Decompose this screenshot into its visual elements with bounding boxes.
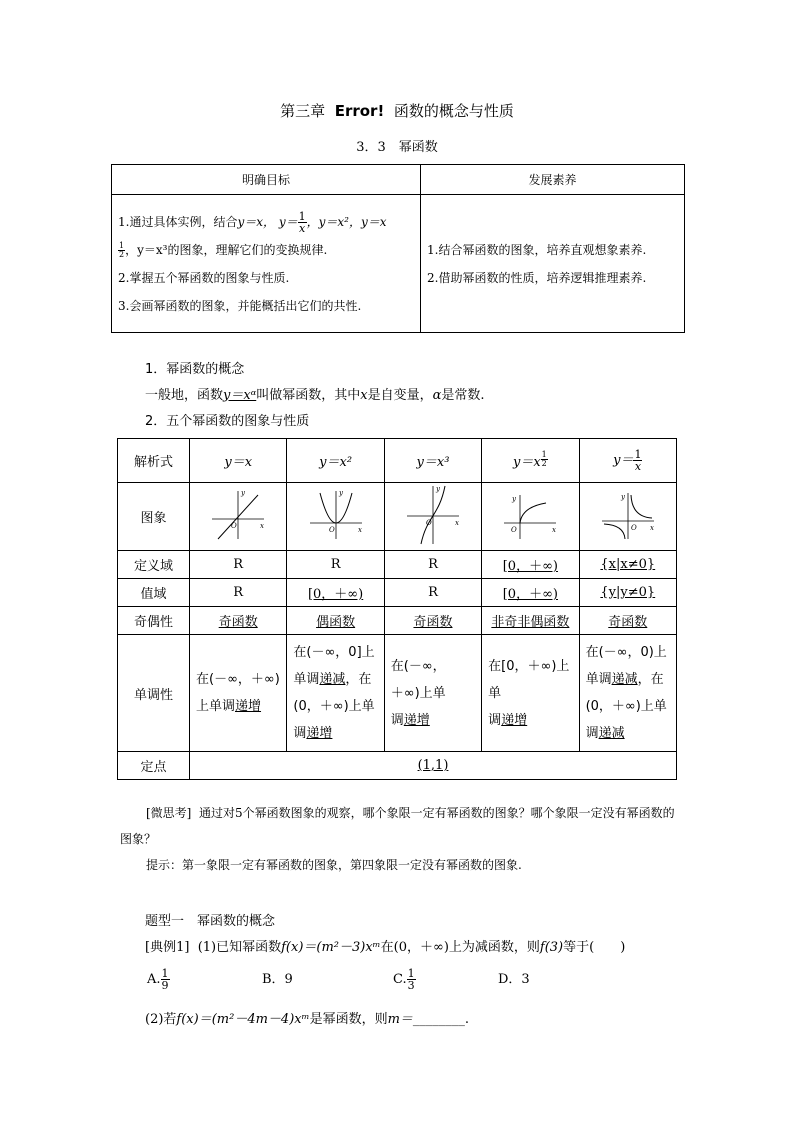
svg-text:y: y xyxy=(435,484,440,493)
text: 在(0，＋∞)上为减函数，则 xyxy=(380,940,540,955)
svg-text:y: y xyxy=(241,488,246,497)
example1-question2 xyxy=(145,1008,469,1027)
goal-text: 1.通过具体实例，结合 xyxy=(118,214,238,229)
concept-heading: 1．幂函数的概念 xyxy=(145,362,245,377)
formula: x xyxy=(360,388,368,403)
graph-y-x3 xyxy=(403,484,463,546)
text: 叫做幂函数，其中 xyxy=(256,388,361,403)
range-cell: [0，＋∞) xyxy=(287,579,384,607)
section-title: 3．3 幂函数 xyxy=(356,140,438,155)
svg-text:O: O xyxy=(511,525,518,534)
goal-line-1 xyxy=(118,208,414,236)
graph-cell xyxy=(482,483,579,551)
chapter-title xyxy=(0,100,794,121)
goal-line-2 xyxy=(118,236,414,264)
fraction: $\frac{1}{x}$ xyxy=(298,209,306,235)
svg-text:O: O xyxy=(425,518,432,527)
example1-question1 xyxy=(145,936,625,955)
range-cell: R xyxy=(384,579,481,607)
mono-cell: 在(－∞，0]上 单调递减，在(0，＋∞)上单调递增 xyxy=(287,635,384,752)
mono-cell: 在[0，＋∞)上单 调递增 xyxy=(482,635,579,752)
formula: f(x)＝(m²－3)xᵐ xyxy=(281,940,381,955)
row-label: 值域 xyxy=(118,579,190,607)
svg-text:y: y xyxy=(338,488,343,497)
graph-y-sqrt xyxy=(500,487,560,543)
graph-cell xyxy=(384,483,481,551)
range-cell: {y|y≠0} xyxy=(579,579,676,607)
think-answer: 提示：第一象限一定有幂函数的图象，第四象限一定没有幂函数的图象. xyxy=(146,858,522,872)
domain-cell: R xyxy=(190,551,287,579)
svg-text:x: x xyxy=(454,518,459,527)
text: 是自变量， xyxy=(367,388,433,403)
domain-cell: [0，＋∞) xyxy=(482,551,579,579)
error-text: Error! xyxy=(334,102,385,120)
mono-cell: 在(－∞，0)上 单调递减，在(0，＋∞)上单调递减 xyxy=(579,635,676,752)
formula-cell: y＝x³ xyxy=(384,439,481,483)
formula: m＝ xyxy=(387,1012,413,1027)
exponent-fraction: $\frac{1}{2}$ xyxy=(119,240,125,259)
svg-text:x: x xyxy=(552,525,557,534)
row-label: 定义域 xyxy=(118,551,190,579)
domain-cell: R xyxy=(384,551,481,579)
chapter-name: 函数的概念与性质 xyxy=(393,102,514,120)
parity-cell: 非奇非偶函数 xyxy=(482,607,579,635)
formula-cell: y＝x $\frac{1}{2}$ xyxy=(482,439,579,483)
answer-blank[interactable]: ________. xyxy=(412,1012,470,1027)
svg-text:x: x xyxy=(357,525,362,534)
parity-cell: 奇函数 xyxy=(384,607,481,635)
graph-cell xyxy=(190,483,287,551)
formula: α xyxy=(432,388,442,403)
goal-formula: y＝x， xyxy=(237,214,276,229)
range-cell: R xyxy=(190,579,287,607)
svg-text:O: O xyxy=(328,525,335,534)
goal-text: ，y＝x³的图象，理解它们的变换规律. xyxy=(125,242,328,257)
option-d[interactable]: D．3 xyxy=(498,972,530,987)
five-functions-heading: 2．五个幂函数的图象与性质 xyxy=(145,414,310,429)
svg-text:x: x xyxy=(260,521,265,530)
row-label: 解析式 xyxy=(118,439,190,483)
svg-text:x: x xyxy=(649,523,654,532)
formula-cell: y＝x² xyxy=(287,439,384,483)
literacy-cell xyxy=(421,195,685,333)
literacy-line-1: 1.结合幂函数的图象，培养直观想象素养. xyxy=(427,242,647,257)
option-c[interactable]: C. $\frac{1}{3}$ xyxy=(393,967,415,992)
option-a[interactable]: A. $\frac{1}{9}$ xyxy=(147,967,169,992)
row-label: 单调性 xyxy=(118,635,190,752)
graph-y-x xyxy=(208,487,268,543)
text: (1)已知幂函数 xyxy=(197,940,282,955)
goal-formula: ，y＝x²，y＝x xyxy=(306,214,387,229)
graph-cell xyxy=(287,483,384,551)
domain-cell: {x|x≠0} xyxy=(579,551,676,579)
mono-cell: 在(－∞， ＋∞)上单 调递增 xyxy=(384,635,481,752)
svg-text:y: y xyxy=(620,492,625,501)
type1-heading: 题型一 幂函数的概念 xyxy=(145,914,276,929)
text: 是常数. xyxy=(441,388,485,403)
row-label: 图象 xyxy=(118,483,190,551)
goal-formula: y＝ xyxy=(278,214,298,229)
row-label: 定点 xyxy=(118,752,190,780)
fixed-point-cell: (1,1) xyxy=(190,752,677,780)
mono-cell: 在(－∞，＋∞) 上单调递增 xyxy=(190,635,287,752)
formula-cell: y＝ $\frac{1}{x}$ xyxy=(579,439,676,483)
svg-text:O: O xyxy=(231,521,237,530)
row-label: 奇偶性 xyxy=(118,607,190,635)
domain-cell: R xyxy=(287,551,384,579)
graph-y-1-over-x xyxy=(598,487,658,543)
think-question: 通过对5个幂函数图象的观察，哪个象限一定有幂函数的图象？哪个象限一定没有幂函数的图象？ xyxy=(120,806,675,846)
example-label: [典例1] xyxy=(145,940,190,955)
formula-cell: y＝x xyxy=(190,439,287,483)
think-block xyxy=(120,800,680,852)
option-b[interactable]: B．9 xyxy=(262,972,293,987)
literacy-col-header: 发展素养 xyxy=(421,165,685,195)
graph-cell xyxy=(579,483,676,551)
svg-text:O: O xyxy=(630,523,637,532)
literacy-line-2: 2.借助幂函数的性质，培养逻辑推理素养. xyxy=(427,270,647,285)
range-cell: [0，＋∞) xyxy=(482,579,579,607)
graph-y-x2 xyxy=(306,487,366,543)
concept-text xyxy=(145,384,485,403)
think-label: [微思考] xyxy=(146,806,192,820)
text: 是幂函数，则 xyxy=(309,1012,388,1027)
power-functions-table xyxy=(117,438,677,780)
text: 一般地，函数 xyxy=(145,388,224,403)
formula: f(3) xyxy=(539,940,564,955)
formula: f(x)＝(m²－4m－4)xᵐ xyxy=(176,1012,310,1027)
parity-cell: 偶函数 xyxy=(287,607,384,635)
goals-cell xyxy=(112,195,421,333)
parity-cell: 奇函数 xyxy=(190,607,287,635)
goals-table xyxy=(111,164,685,333)
text: 等于( ) xyxy=(563,940,626,955)
parity-cell: 奇函数 xyxy=(579,607,676,635)
goals-col-header: 明确目标 xyxy=(112,165,421,195)
chapter-label: 第三章 xyxy=(280,102,326,120)
svg-text:y: y xyxy=(512,494,517,503)
formula: y＝xᵅ xyxy=(223,388,257,403)
text: (2)若 xyxy=(145,1012,177,1027)
goal-line-3: 2.掌握五个幂函数的图象与性质. xyxy=(118,270,290,285)
goal-line-4: 3.会画幂函数的图象，并能概括出它们的共性. xyxy=(118,298,362,313)
